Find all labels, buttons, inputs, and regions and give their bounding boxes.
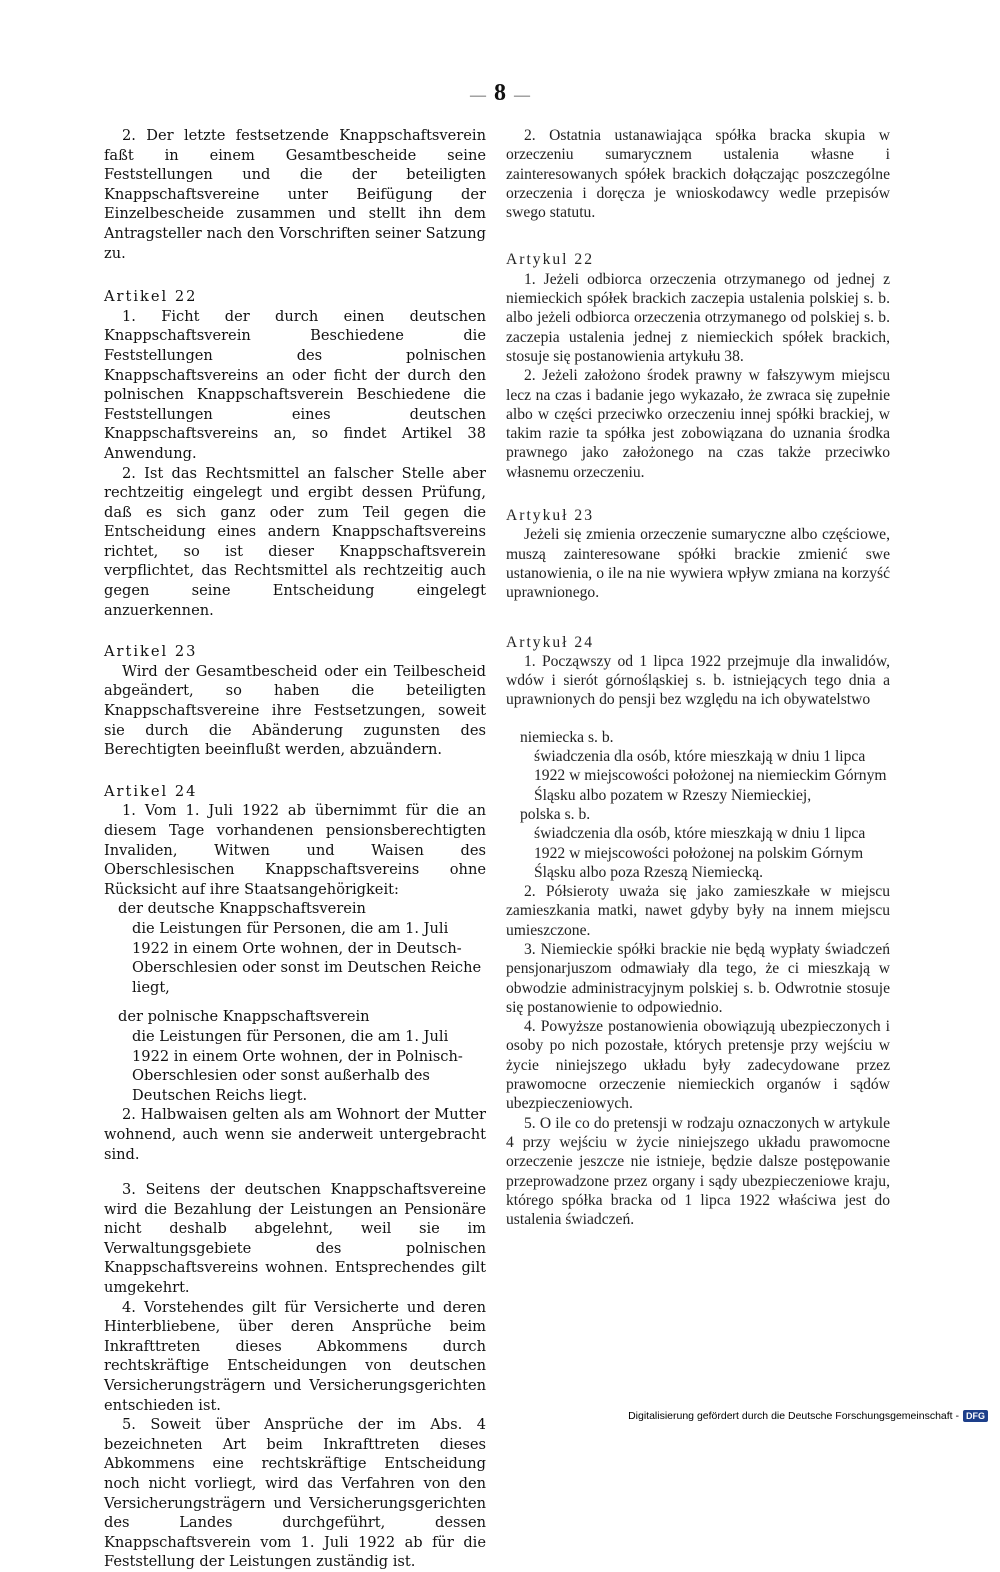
de-art24-paragraph-1: 1. Vom 1. Juli 1922 ab übernimmt für die an diesem Tage vorhandenen pensionsberechtigten Invaliden, Witwen und Waisen des Oberschlesischen Knappschaftsvereins ohne Rücksicht auf ihre Staatsangehörigkeit: [104,802,486,898]
de-art22-heading: Artikel 22 [104,288,198,306]
pl-intro-paragraph: 2. Ostatnia ustanawiająca spółka bracka skupia w orzeczeniu sumarycznem ustalenia własne i zainteresowanych spółek brackich dołączając poszczególne orzeczenia i doręcza je wnioskodawcy wedle przepisów swego statutu. [506,127,890,222]
digitization-footer [628,1410,988,1422]
pl-art22-paragraph-1: 1. Jeżeli odbiorca orzeczenia otrzymanego od jednej z niemieckich spółek brackich zaczepia ustalenia polskiej s. b. albo jeżeli odbiorca orzeczenia otrzymanego od polskiej s. b. zaczepia ustalenia jednej z niemieckich spółek brackich, stosuje się postanowienia artykułu 38. [506,270,890,365]
pl-art24-b-heading: polska s. b. [520,805,591,823]
footer-text: Digitalisierung gefördert durch die Deutsche Forschungsgemeinschaft - [628,1410,959,1422]
page-number-dash-left: — [470,87,486,104]
de-art22-paragraph-2: 2. Ist das Rechtsmittel an falscher Stelle aber rechtzeitig eingelegt und ergibt dessen Prüfung, daß es sich ganz oder zum Teil gegen die Entscheidung eines andern Knappschaftsvereins richtet, so ist dieser Knappschaftsverein verpflichtet, das Rechtsmittel als rechtzeitig auch gegen seine Entscheidung eingelegt anzuerkennen. [104,464,486,619]
pl-art24-paragraph-4: 4. Powyższe postanowienia obowiązują ubezpieczonych i osoby po nich pozostałe, których pretensje przy wejściu w życie niniejszego układu były zadecydowane przez prawomocne orzeczenie niemieckich organów i sądów ubezpieczeniowych. [506,1018,890,1113]
de-art24-paragraph-5: 5. Soweit über Ansprüche der im Abs. 4 bezeichneten Art beim Inkrafttreten dieses Abkommens eine rechtskräftige Entscheidung noch nicht vorliegt, wird das Verfahren von den Versicherungsträgern und Versicherungsgerichten des Landes durchgeführt, dessen Knappschaftsverein vom 1. Juli 1922 ab für die Feststellung der Leistungen zuständig ist. [104,1416,486,1571]
page-number-value: 8 [494,80,506,106]
de-intro-paragraph: 2. Der letzte festsetzende Knappschaftsverein faßt in einem Gesamtbescheide seine Feststellungen und die der beteiligten Knappschaftsvereine unter Beifügung der Einzelbescheide zusammen und stellt ihn dem Antragsteller nach den Vorschriften seiner Satzung zu. [104,127,486,262]
de-art22-paragraph-1: 1. Ficht der durch einen deutschen Knappschaftsverein Beschiedene die Feststellungen des polnischen Knappschaftsvereins an oder ficht der durch den polnischen Knappschaftsverein Beschiedene die Feststellungen eines deutschen Knappschaftsvereins an, so findet Artikel 38 Anwendung. [104,307,486,462]
polish-column [506,126,890,1229]
de-art23-paragraph-1: Wird der Gesamtbescheid oder ein Teilbescheid abgeändert, so haben die beteiligten Knappschaftsvereine ihre Festsetzungen, soweit sie durch die Abänderung zugunsten des Berechtigten beeinflußt werden, abzuändern. [104,662,486,759]
pl-art24-paragraph-5: 5. O ile co do pretensji w rodzaju oznaczonych w artykule 4 przy wejściu w życie niniejszego układu prawomocne orzeczenie jeszcze nie istnieje, będzie dalsze postępowanie przeprowadzone przez organy i sądy ubezpieczeniowe kraju, którego spółka bracka od 1 lipca 1922 właściwa jest do ustalenia świadczeń. [506,1114,890,1229]
de-art24-b-body: die Leistungen für Personen, die am 1. Juli 1922 in einem Orte wohnen, der in Polnisch-Oberschlesien oder sonst außerhalb des Deutschen Reichs liegt. [132,1027,463,1104]
de-art24-paragraph-2: 2. Halbwaisen gelten als am Wohnort der Mutter wohnend, auch wenn sie anderweit untergebracht sind. [104,1106,486,1163]
pl-art24-a-heading: niemiecka s. b. [520,728,614,746]
pl-art22-heading: Artykul 22 [506,251,595,269]
pl-art24-paragraph-3: 3. Niemieckie spółki brackie nie będą wypłaty świadczeń pensjonarjuszom odmawiały dla tego, że ci mieszkają w obwodzie administracyjnym polskiej s. b. Odwrotnie stosuje się postanowienie to odpowiednio. [506,940,890,1016]
de-art24-b-heading: der polnische Knappschaftsverein [118,1008,370,1026]
de-art24-a-heading: der deutsche Knappschaftsverein [118,900,366,918]
pl-art23-paragraph-1: Jeżeli się zmienia orzeczenie sumaryczne albo częściowe, muszą zainteresowane spółki brackie zmienić swe ustanowienia, o ile na nie wywiera wpływ zmiana na korzyść uprawnionego. [506,526,890,602]
de-art23-heading: Artikel 23 [104,643,198,661]
dfg-logo: DFG [963,1410,988,1422]
de-art24-heading: Artikel 24 [104,782,198,800]
pl-art24-paragraph-1: 1. Począwszy od 1 lipca 1922 przejmuje dla inwalidów, wdów i sierót górnośląskiej s. b. istniejących tego dnia a uprawnionych do pensji bez względu na ich obywatelstwo [506,652,890,709]
page-number-dash-right: — [514,87,530,104]
pl-art23-heading: Artykuł 23 [506,507,595,525]
german-column [104,126,486,1572]
de-art24-a-body: die Leistungen für Personen, die am 1. Juli 1922 in einem Orte wohnen, der in Deutsch-Oberschlesien oder sonst im Deutschen Reiche liegt, [132,919,482,996]
page-number [0,80,1000,107]
pl-art24-heading: Artykuł 24 [506,633,595,651]
pl-art24-b-body: świadczenia dla osób, które mieszkają w dniu 1 lipca 1922 w miejscowości położonej na polskim Górnym Śląsku albo poza Rzeszą Niemiecką. [534,825,866,881]
pl-art22-paragraph-2: 2. Jeżeli założono środek prawny w fałszywym miejscu lecz na czas i badanie jego wykazało, że zwraca się zupełnie albo w części przeciwko orzeczeniu innej spółki brackiej, w takim razie ta spółka jest zobowiązana do uznania środka prawnego jako założonego na czas także przeciwko własnemu orzeczeniu. [506,367,890,481]
pl-art24-a-body: świadczenia dla osób, które mieszkają w dniu 1 lipca 1922 w miejscowości położonej na niemieckim Górnym Śląsku albo pozatem w Rzeszy Niemieckiej, [534,748,887,804]
pl-art24-paragraph-2: 2. Półsieroty uważa się jako zamieszkałe w miejscu zamieszkania matki, nawet gdyby były na innem miejscu umieszczone. [506,883,890,939]
de-art24-paragraph-3: 3. Seitens der deutschen Knappschaftsvereine wird die Bezahlung der Leistungen an Pensionäre nicht deshalb abgelehnt, weil sie im Verwaltungsgebiete des polnischen Knappschaftsvereins wohnen. Entsprechendes gilt umgekehrt. [104,1181,486,1297]
de-art24-paragraph-4: 4. Vorstehendes gilt für Versicherte und deren Hinterbliebene, über deren Ansprüche beim Inkrafttreten dieses Abkommens durch rechtskräftige Entscheidungen von deutschen Versicherungsträgern und Versicherungsgerichten entschieden ist. [104,1298,486,1414]
